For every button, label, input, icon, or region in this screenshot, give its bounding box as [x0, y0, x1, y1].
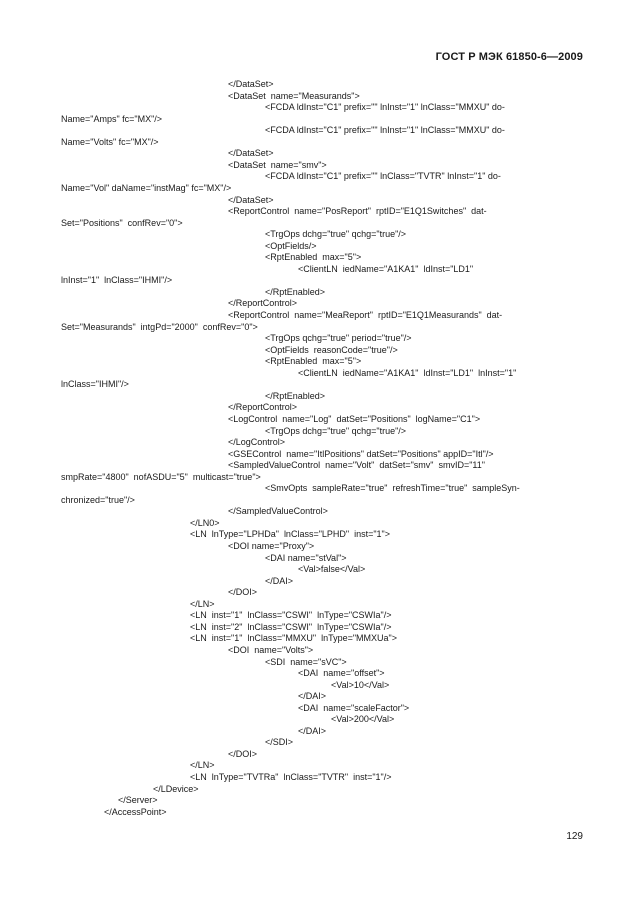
code-line: </Server>: [118, 795, 158, 806]
code-line: <LN inst="1" lnClass="MMXU" lnType="MMXUa">: [190, 633, 397, 644]
code-line: <SampledValueControl name="Volt" datSet="smv" smvID="11": [228, 460, 485, 471]
code-line: </RptEnabled>: [265, 286, 326, 297]
code-line: <Val>200</Val>: [331, 714, 395, 725]
code-line: </DataSet>: [228, 148, 274, 159]
code-line: <LN lnType="TVTRa" lnClass="TVTR" inst="1"/>: [190, 772, 392, 782]
code-line: <DAI name="scaleFactor">: [298, 702, 410, 713]
code-line: </DataSet>: [228, 79, 274, 89]
code-line: <DataSet name="smv">: [228, 159, 327, 170]
code-line: <ReportControl name="MeaReport" rptID="E1Q1Measurands" dat-: [228, 310, 503, 320]
code-line: <SDI name="sVC">: [265, 656, 347, 667]
code-line: lnInst="1" lnClass="IHMI"/>: [61, 275, 173, 286]
code-line: <LogControl name="Log" datSet="Positions" logName="C1">: [228, 413, 481, 424]
code-line: <TrgOps dchg="true" qchg="true"/>: [265, 425, 407, 436]
code-line: </RptEnabled>: [265, 390, 326, 401]
code-line: </DAI>: [298, 691, 327, 702]
code-line: </DAI>: [265, 575, 294, 586]
code-line: <DAI name="stVal">: [265, 552, 347, 563]
code-line: <LN lnType="LPHDa" lnClass="LPHD" inst="1">: [190, 529, 391, 540]
code-line: <ReportControl name="PosReport" rptID="E1Q1Switches" dat-: [228, 206, 487, 217]
code-line: <OptFields reasonCode="true"/>: [265, 344, 398, 355]
page-number: 129: [566, 831, 583, 842]
code-line: <GSEControl name="ItlPositions" datSet="Positions" appID="Itl"/>: [228, 448, 494, 459]
code-line: <FCDA ldInst="C1" prefix="" lnClass="TVTR" lnInst="1" do-: [265, 171, 501, 182]
code-line: <LN inst="1" lnClass="CSWI" lnType="CSWIa"/>: [190, 610, 392, 621]
code-line: </LN>: [190, 598, 215, 609]
code-line: </DataSet>: [228, 194, 274, 205]
code-line: <OptFields/>: [265, 240, 317, 251]
code-line: <DAI name="offset">: [298, 668, 385, 679]
code-line: lnClass="IHMI"/>: [61, 379, 129, 390]
code-line: <TrgOps qchg="true" period="true"/>: [265, 333, 412, 344]
code-line: Name="Amps" fc="MX"/>: [61, 113, 163, 124]
code-line: <RptEnabled max="5">: [265, 252, 362, 263]
code-line: chronized="true"/>: [61, 494, 135, 505]
code-line: Set="Positions" confRev="0">: [61, 217, 183, 228]
code-line: <ClientLN iedName="A1KA1" ldInst="LD1": [298, 263, 474, 274]
code-line: </ReportControl>: [228, 402, 298, 413]
code-line: <DOI name="Proxy">: [228, 541, 315, 551]
code-line: </SDI>: [265, 737, 294, 748]
code-line: Name="Vol" daName="instMag" fc="MX"/>: [61, 182, 232, 193]
document-header: ГОСТ Р МЭК 61850-6—2009: [435, 51, 583, 63]
code-line: </SampledValueControl>: [228, 506, 328, 517]
code-line: </DOI>: [228, 587, 258, 598]
code-line: <TrgOps dchg="true" qchg="true"/>: [265, 229, 407, 240]
code-line: </DAI>: [298, 725, 327, 736]
code-line: <FCDA ldInst="C1" prefix="" lnInst="1" lnClass="MMXU" do-: [265, 125, 505, 136]
code-line: <RptEnabled max="5">: [265, 356, 362, 367]
code-line: Name="Volts" fc="MX"/>: [61, 136, 159, 147]
code-line: smpRate="4800" nofASDU="5" multicast="true">: [61, 471, 261, 482]
code-line: <FCDA ldInst="C1" prefix="" lnInst="1" lnClass="MMXU" do-: [265, 102, 505, 113]
code-line: </ReportControl>: [228, 298, 298, 309]
code-line: </DOI>: [228, 748, 258, 759]
code-line: <Val>false</Val>: [298, 564, 366, 575]
code-line: <SmvOpts sampleRate="true" refreshTime="true" sampleSyn-: [265, 483, 520, 494]
code-line: <Val>10</Val>: [331, 679, 390, 690]
code-line: Set="Measurands" intgPd="2000" confRev="0">: [61, 321, 258, 332]
code-line: </LN>: [190, 760, 215, 771]
code-line: </LogControl>: [228, 437, 286, 448]
code-line: </LN0>: [190, 517, 220, 528]
code-line: </AccessPoint>: [104, 806, 167, 817]
code-line: </LDevice>: [153, 783, 199, 794]
code-line: <DataSet name="Measurands">: [228, 90, 360, 101]
code-line: <DOI name="Volts">: [228, 644, 314, 655]
code-line: <ClientLN iedName="A1KA1" ldInst="LD1" lnInst="1": [298, 367, 517, 378]
code-line: <LN inst="2" lnClass="CSWI" lnType="CSWIa"/>: [190, 621, 392, 632]
